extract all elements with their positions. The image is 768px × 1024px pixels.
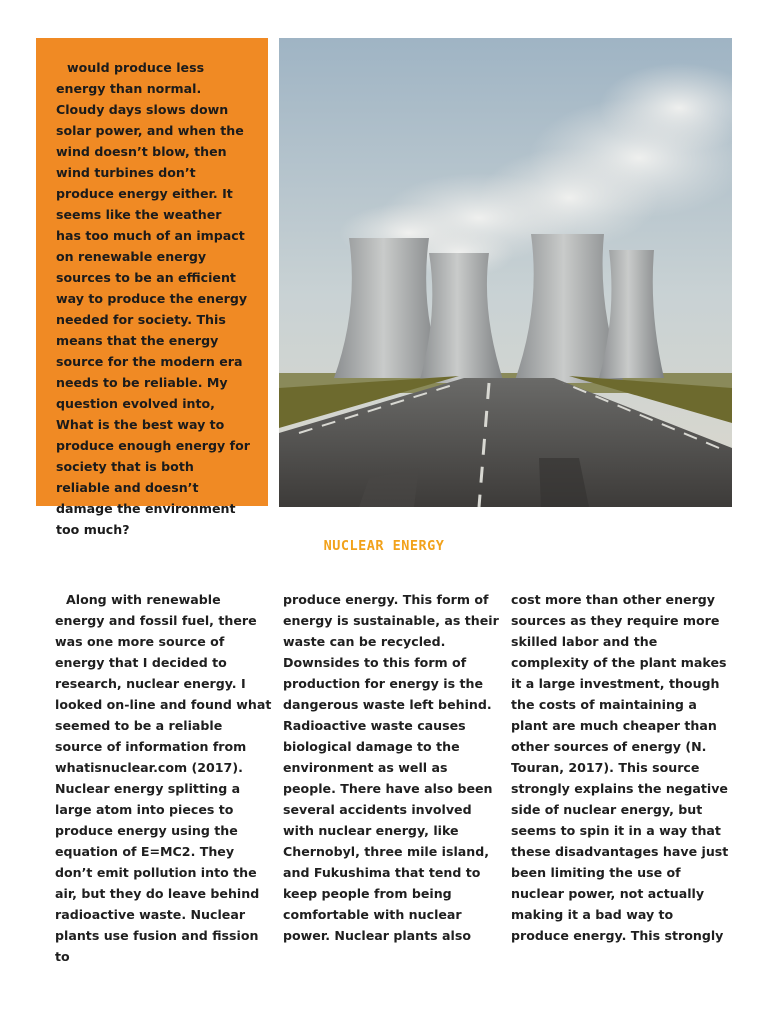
orange-text-box [36, 38, 268, 537]
body-column-2: produce energy. This form of energy is sustainable, as their waste can be recycled. Downsides to this form of production for energy is the dangerous waste left behind. Radioactive waste causes biological damage to the environment as well as people. There have also been several accidents involved with nuclear energy, like Chernobyl, three mile island, and Fukushima that tend to keep people from being comfortable with nuclear power. Nuclear plants also [283, 592, 499, 943]
body-column-1: Along with renewable energy and fossil fuel, there was one more source of energy that I decided to research, nuclear energy. I looked on-line and found what seemed to be a reliable source of information from whatisnuclear.com (2017). Nuclear energy splitting a large atom into pieces to produce energy using the equation of E=MC2. They don’t emit pollution into the air, but they do leave behind radioactive waste. Nuclear plants use fusion and fission to [55, 592, 272, 964]
section-title: NUCLEAR ENERGY [323, 538, 445, 554]
orange-box-paragraph: would produce less energy than normal. Cloudy days slows down solar power, and when the wind doesn’t blow, then wind turbines don’t produce energy either. It seems like the weather has too much of an impact on renewable energy sources to be an efficient way to produce the energy needed for society. This means that the energy source for the modern era needs to be reliable. My question evolved into, What is the best way to produce enough energy for society that is both reliable and doesn’t damage the environment too much? [56, 60, 250, 537]
body-column-3: cost more than other energy sources as they require more skilled labor and the complexity of the plant makes it a large investment, though the costs of maintaining a plant are much cheaper than other sources of energy (N. Touran, 2017). This source strongly explains the negative side of nuclear energy, but seems to spin it in a way that these disadvantages have just been limiting the use of nuclear power, not actually making it a bad way to produce energy. This strongly [511, 592, 729, 943]
cooling-towers-photo [279, 38, 732, 507]
